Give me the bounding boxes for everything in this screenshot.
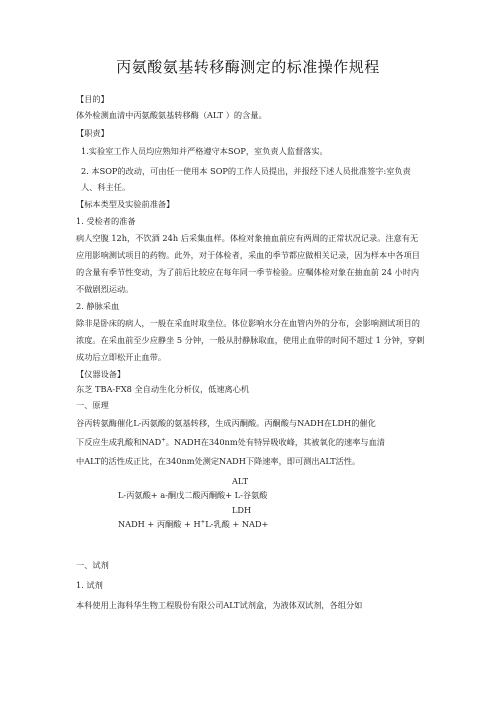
purpose-text: 体外检测血清中丙氨酸氨基转移酶（ALT ）的含量。 [76, 110, 267, 120]
instrument-text: 东芝 TBA-FX8 全自动生化分析仪，低速离心机 [76, 384, 250, 394]
document-title: 丙氨酸氨基转移酶测定的标准操作规程 [116, 58, 380, 76]
paragraph-line: 不做剧烈运动。 [76, 284, 134, 294]
reagent-subheading-1: 1. 试剂 [76, 580, 103, 590]
paragraph-line: 除非是卧床的病人，一般在采血时取坐位。体位影响水分在血管内外的分布，会影响测试项目的 [76, 318, 420, 328]
paragraph-line: 的含量有季节性变动，为了前后比较应在每年同一季节检验。应嘱体检对象在抽血前 24 小时内 [76, 267, 420, 277]
reaction-equation-2: NADH + 丙酮酸 + H+L-乳酸 + NAD+ [118, 519, 269, 529]
paragraph-line: 下反应生成乳酸和NAD+。NADH在340nm处有特异吸收峰，其被氧化的速率与血清 [76, 437, 385, 447]
section-heading-purpose: 【目的】 [76, 94, 109, 104]
reaction-enzyme-ldh: LDH [232, 505, 252, 515]
paragraph-line: 本科使用上海科华生物工程股份有限公司ALT试剂盒，为液体双试剂，各组分如 [76, 600, 363, 610]
reaction-equation-1: L-丙氨酸+ a-酮戊二酸丙酮酸+ L-谷氨酸 [118, 490, 268, 500]
duty-item-2-cont: 人、科主任。 [81, 182, 131, 192]
paragraph-line: 应用影响测试项目的药物。此外，对于体检者，采血的季节都应做相关记录，因为样本中各项目 [76, 250, 420, 260]
reaction-enzyme-alt: ALT [232, 476, 249, 486]
duty-item-2: 2. 本SOP的改动，可由任一使用本 SOP的工作人员提出，并报经下述人员批准签字:室负责 [81, 166, 411, 176]
paragraph-line: 成功后立即松开止血带。 [76, 352, 167, 362]
section-heading-instrument: 【仪器设备】 [76, 369, 126, 379]
specimen-subheading-2: 2. 静脉采血 [76, 301, 120, 311]
paragraph-line: 浓度。在采血前至少应静坐 5 分钟，一般从肘静脉取血，使用止血带的时间不超过 1 分钟，穿刺 [76, 335, 425, 345]
paragraph-line: 病人空腹 12h，不饮酒 24h 后采集血样。体检对象抽血前应有两周的正常状况记录。注意有无 [76, 233, 419, 243]
section-heading-specimen: 【标本类型及实验前准备】 [76, 199, 175, 209]
specimen-subheading-1: 1. 受检者的准备 [76, 216, 136, 226]
paragraph-line: 中ALT的活性成正比，在340nm处测定NADH下降速率，即可测出ALT活性。 [76, 456, 361, 466]
section-heading-principle: 一、原理 [76, 400, 109, 410]
section-heading-reagent: 一、试剂 [76, 560, 109, 570]
section-heading-duty: 【职责】 [76, 128, 109, 138]
duty-item-1: 1.实验室工作人员均应熟知并严格遵守本SOP，室负责人监督落实。 [81, 146, 328, 156]
paragraph-line: 谷丙转氨酶催化L-丙氨酸的氨基转移，生成丙酮酸。丙酮酸与NADH在LDH的催化 [76, 418, 376, 428]
